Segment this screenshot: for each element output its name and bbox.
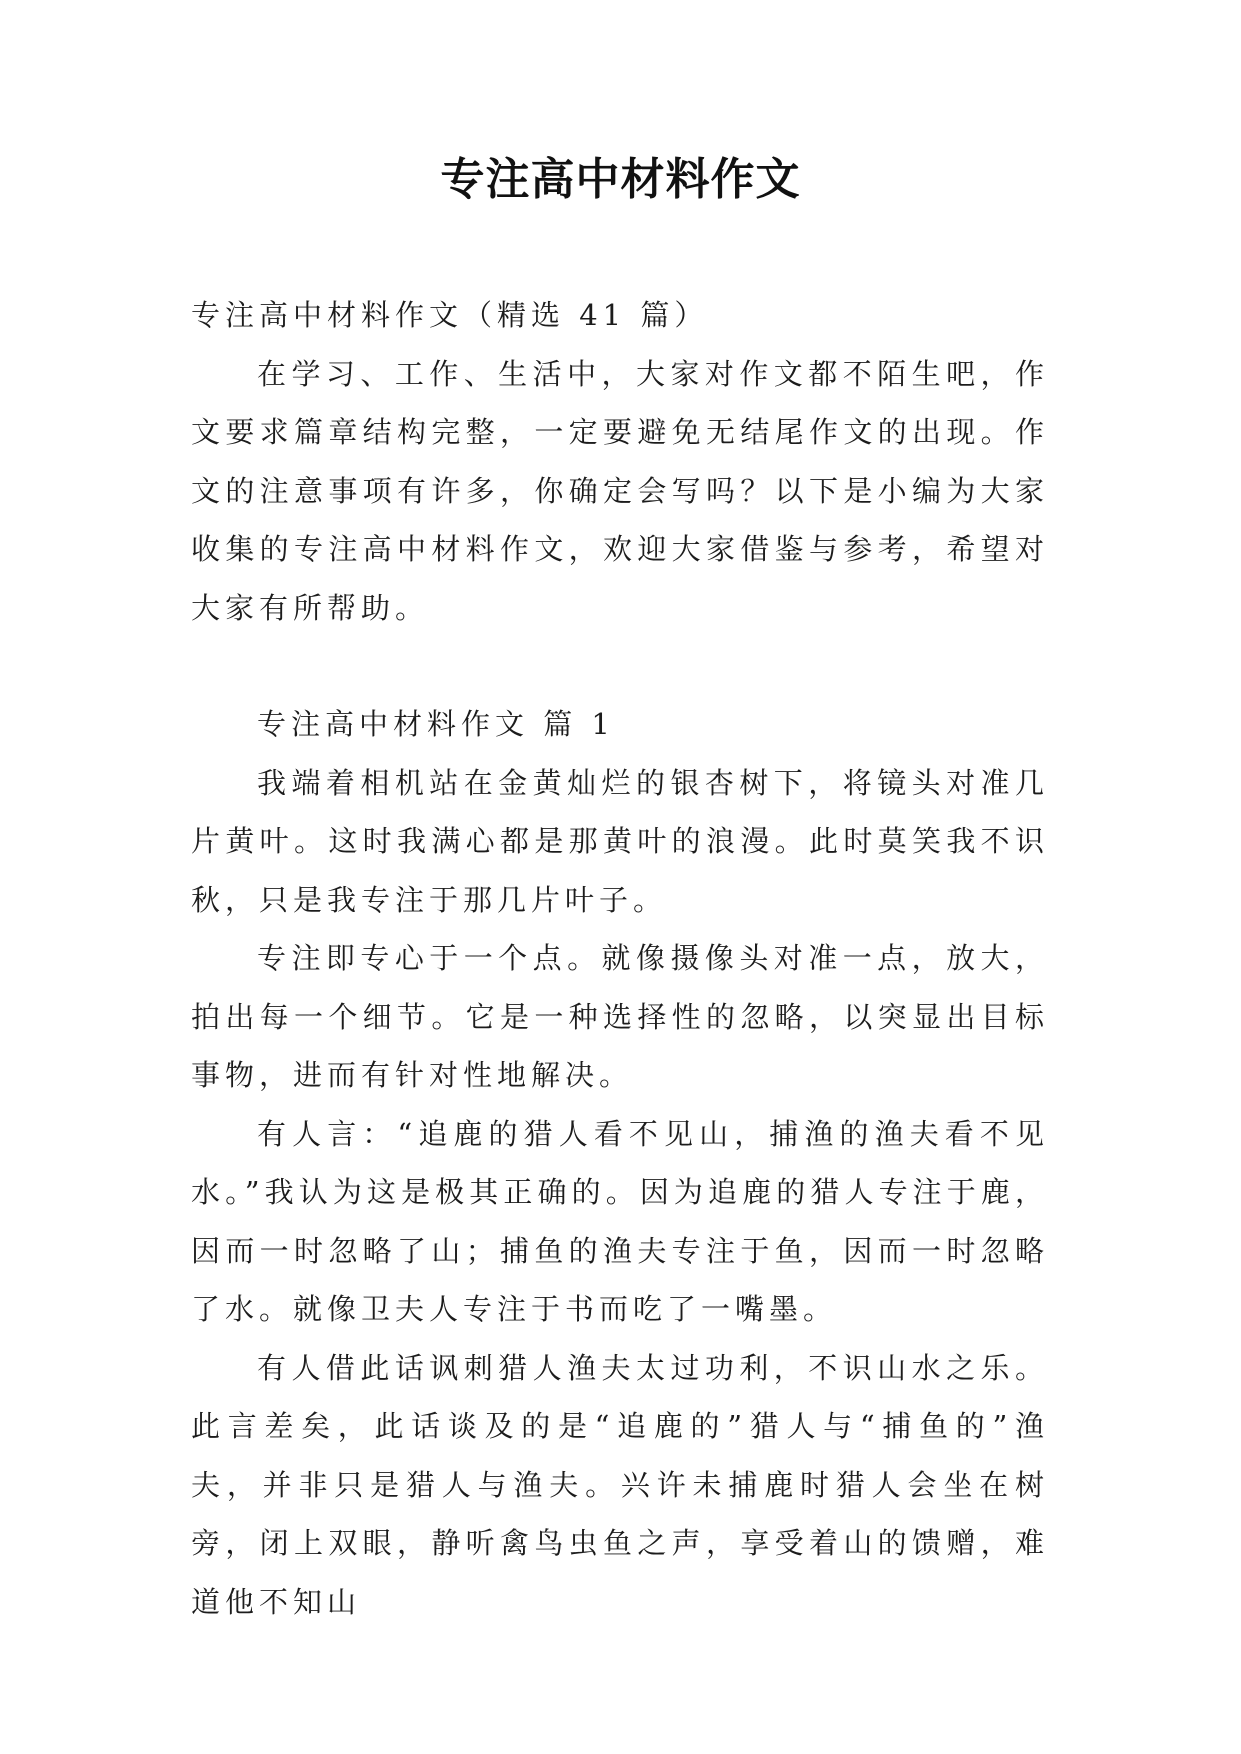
body-paragraph: 有人借此话讽刺猎人渔夫太过功利，不识山水之乐。此言差矣，此话谈及的是“追鹿的”猎人与“捕鱼的”渔夫，并非只是猎人与渔夫。兴许未捕鹿时猎人会坐在树旁，闭上双眼，静听禽鸟虫鱼之声，享受着山的馈赠，难道他不知山: [191, 1350, 1049, 1619]
document-title: 专注高中材料作文: [440, 154, 801, 205]
section-heading: 专注高中材料作文 篇 1: [257, 707, 615, 741]
body-paragraph: 专注即专心于一个点。就像摄像头对准一点，放大，拍出每一个细节。它是一种选择性的忽略，以突显出目标事物，进而有针对性地解决。: [191, 941, 1049, 1092]
intro-paragraph: 在学习、工作、生活中，大家对作文都不陌生吧，作文要求篇章结构完整，一定要避免无结尾作文的出现。作文的注意事项有许多，你确定会写吗？以下是小编为大家收集的专注高中材料作文，欢迎大家借鉴与参考，希望对大家有所帮助。: [191, 356, 1049, 625]
document-body: [191, 286, 1049, 1631]
body-paragraph: 有人言：“追鹿的猎人看不见山，捕渔的渔夫看不见水。”我认为这是极其正确的。因为追鹿的猎人专注于鹿，因而一时忽略了山；捕鱼的渔夫专注于鱼，因而一时忽略了水。就像卫夫人专注于书而吃了一嘴墨。: [191, 1116, 1049, 1326]
document-subtitle: 专注高中材料作文（精选 41 篇）: [191, 298, 709, 332]
body-paragraph: 我端着相机站在金黄灿烂的银杏树下，将镜头对准几片黄叶。这时我满心都是那黄叶的浪漫。此时莫笑我不识秋，只是我专注于那几片叶子。: [191, 765, 1049, 917]
section-spacer: [191, 637, 1049, 695]
